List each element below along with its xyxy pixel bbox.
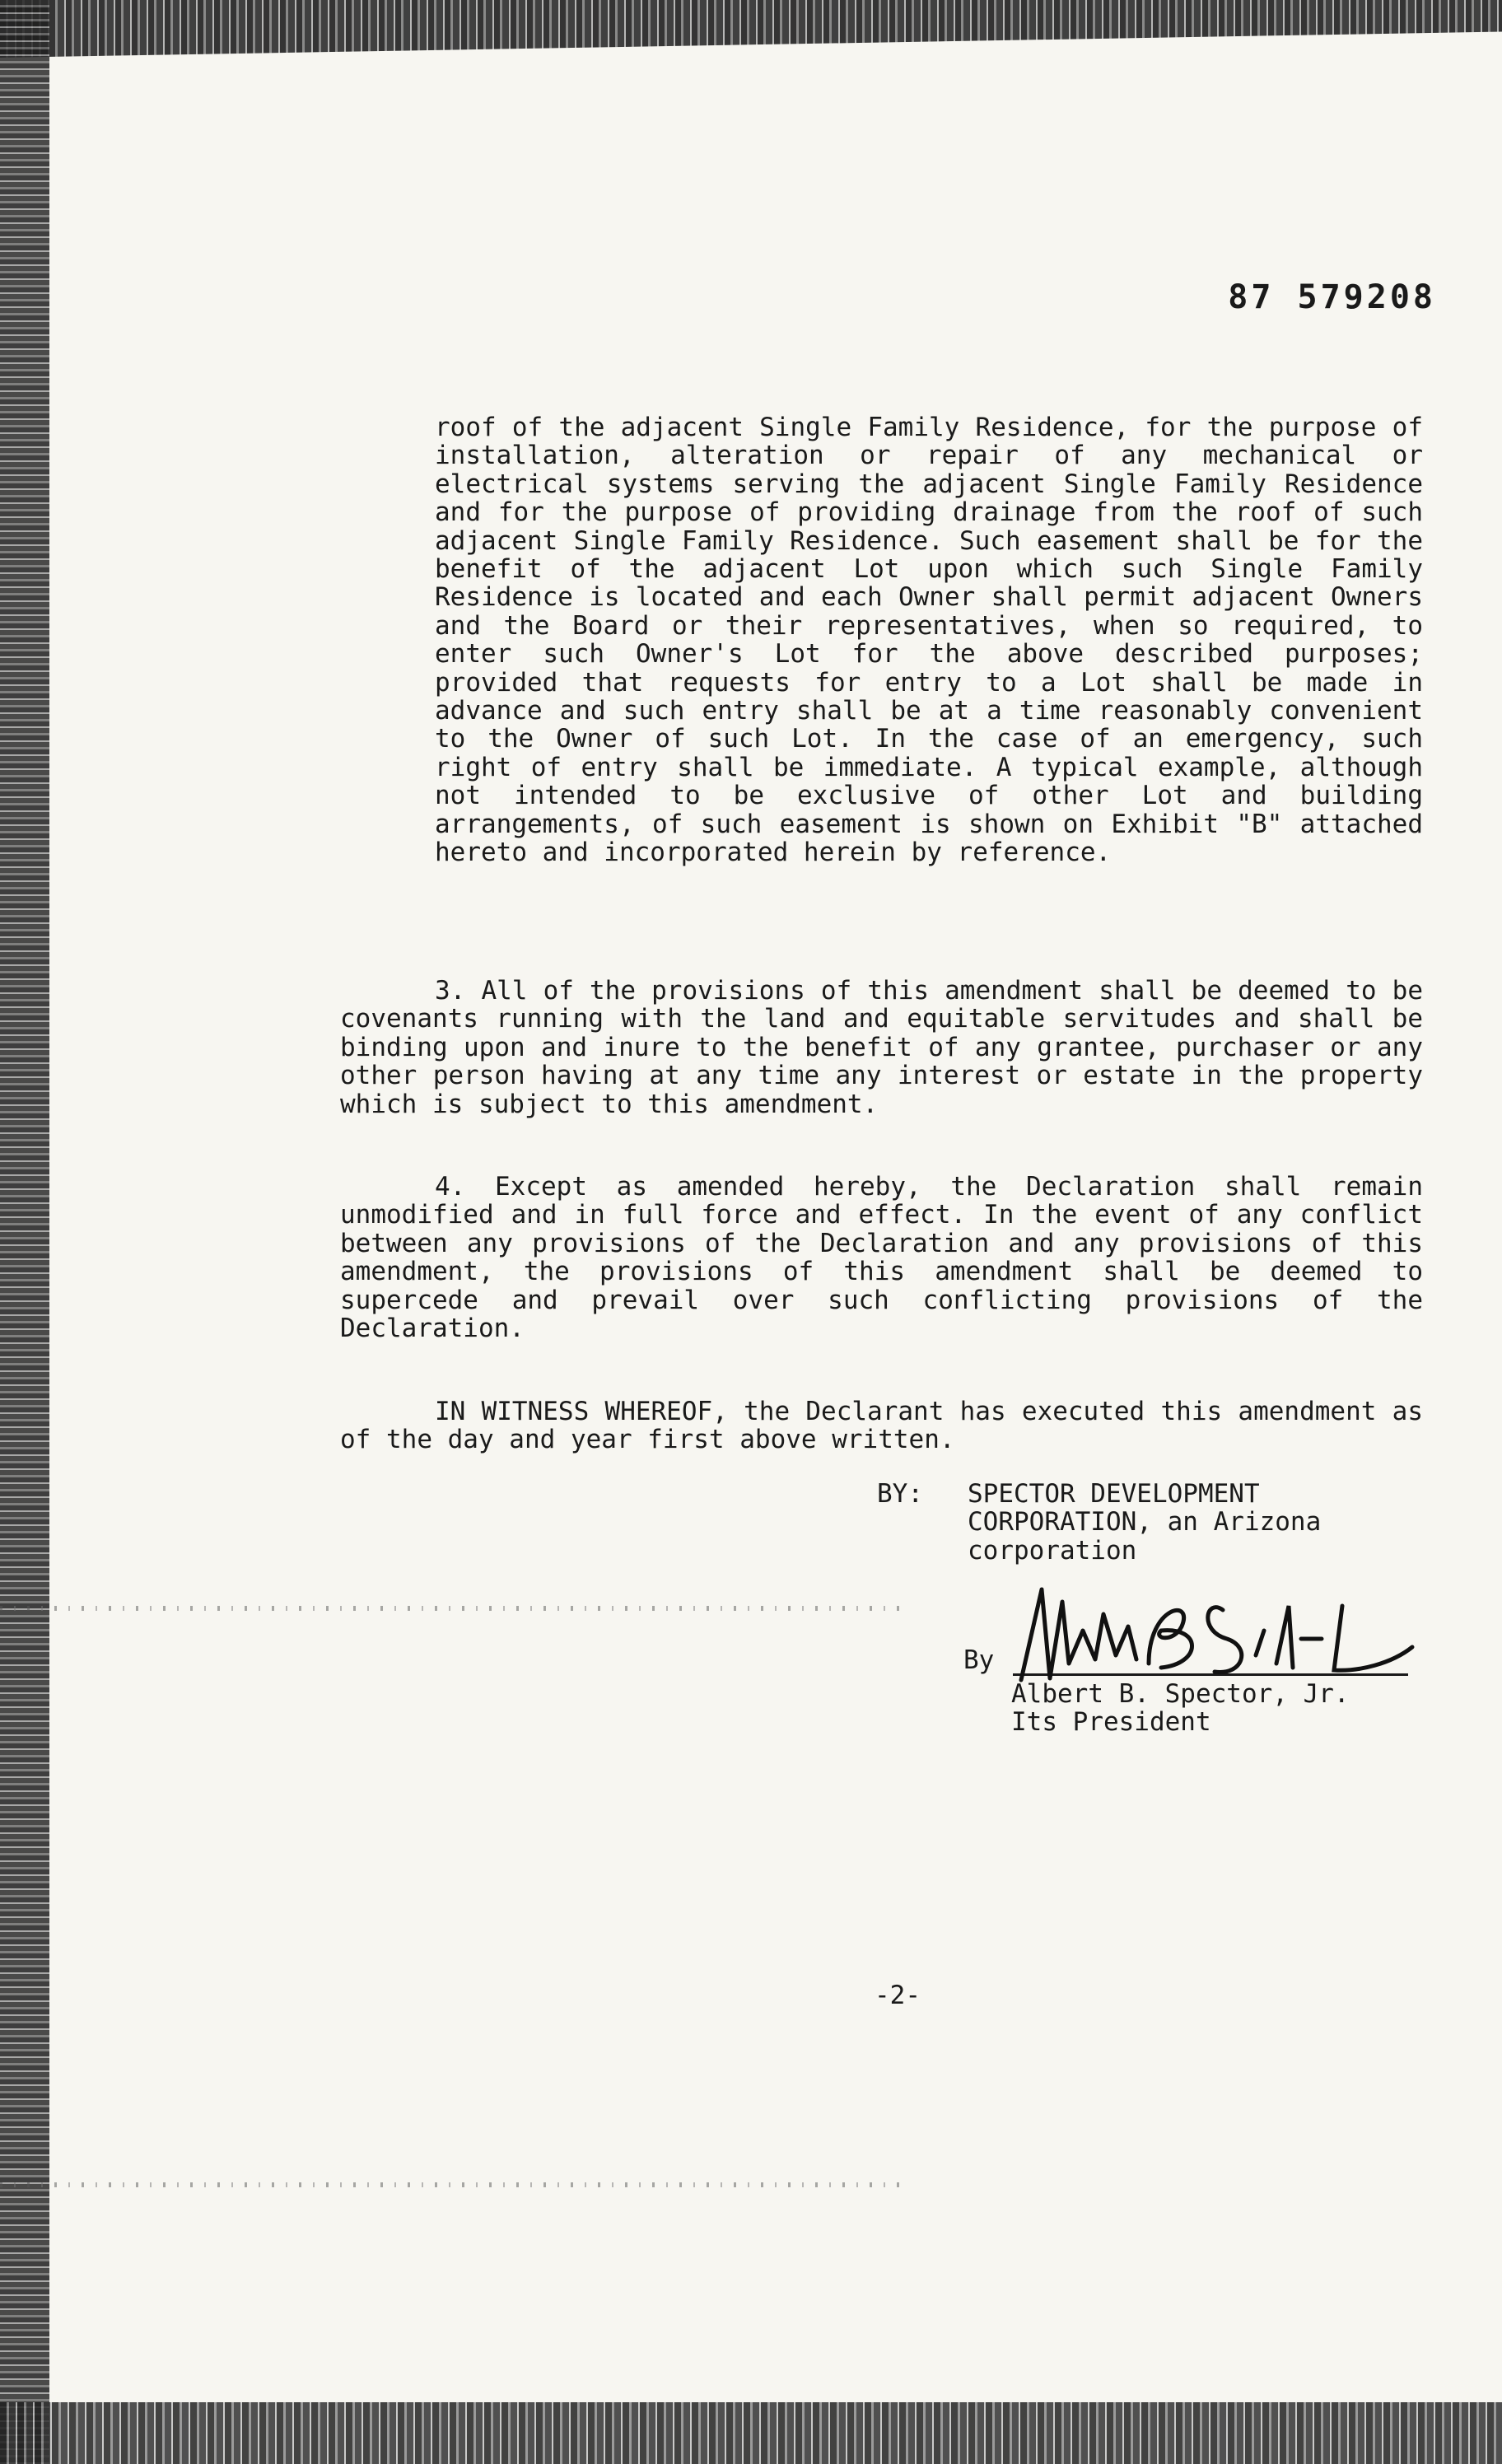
scan-edge-left <box>0 0 49 2464</box>
scan-noise <box>0 1606 906 1611</box>
witness-clause <box>340 1398 1423 1454</box>
signer-title: Its President <box>1011 1707 1211 1738</box>
corporation-name <box>968 1480 1429 1565</box>
signature-by-label: By <box>963 1645 995 1675</box>
corporation-line: corporation <box>968 1535 1137 1566</box>
handwritten-signature <box>1005 1581 1416 1692</box>
by-label: BY: <box>877 1479 923 1509</box>
signer <box>1011 1680 1350 1737</box>
corporation-line: SPECTOR DEVELOPMENT <box>968 1479 1260 1509</box>
paragraph-text: 4. Except as amended hereby, the Declaration shall remain unmodified and in full force and effect. In the event of any conflict between any provisions of the Declaration and any provisions of this amendment, the provisions of this amendment shall be deemed to supercede and prevail over such conflicting provisions of the Declaration. <box>340 1172 1423 1344</box>
easement-paragraph-continued <box>435 413 1423 867</box>
paragraph-text: IN WITNESS WHEREOF, the Declarant has executed this amendment as of the day and year first above written. <box>340 1397 1423 1455</box>
scan-edge-bottom <box>0 2402 1502 2464</box>
paragraph-text: 3. All of the provisions of this amendment shall be deemed to be covenants running with the land and equitable servitudes and shall be binding upon and inure to the benefit of any grantee, purchaser or any other person having at any time any interest or estate in the property which is subject to this amendment. <box>340 976 1423 1119</box>
corporation-line: CORPORATION, an Arizona <box>968 1507 1322 1538</box>
page-number: -2- <box>875 1981 921 2010</box>
scan-edge-top <box>0 0 1502 58</box>
signer-name: Albert B. Spector, Jr. <box>1011 1679 1350 1709</box>
paragraph-4 <box>340 1173 1423 1342</box>
scan-noise <box>0 2182 906 2187</box>
paragraph-3 <box>340 977 1423 1118</box>
document-number: 87 579208 <box>1228 278 1436 316</box>
paragraph-text: roof of the adjacent Single Family Residence, for the purpose of installation, alteration or repair of any mechanical or electrical systems serving the adjacent Single Family Residence and for the purpose of providing drainage from the roof of such adjacent Single Family Residence. Such easement shall be for the benefit of the adjacent Lot upon which such Single Family Residence is located and each Owner shall permit adjacent Owners and the Board or their representatives, when so required, to enter such Owner's Lot for the above described purposes; provided that requests for entry to a Lot shall be made in advance and such entry shall be at a time reasonably convenient to the Owner of such Lot. In the case of an emergency, such right of entry shall be immediate. A typical example, although not intended to be exclusive of other Lot and building arrangements, of such easement is shown on Exhibit "B" attached hereto and incorporated herein by reference. <box>435 413 1423 868</box>
